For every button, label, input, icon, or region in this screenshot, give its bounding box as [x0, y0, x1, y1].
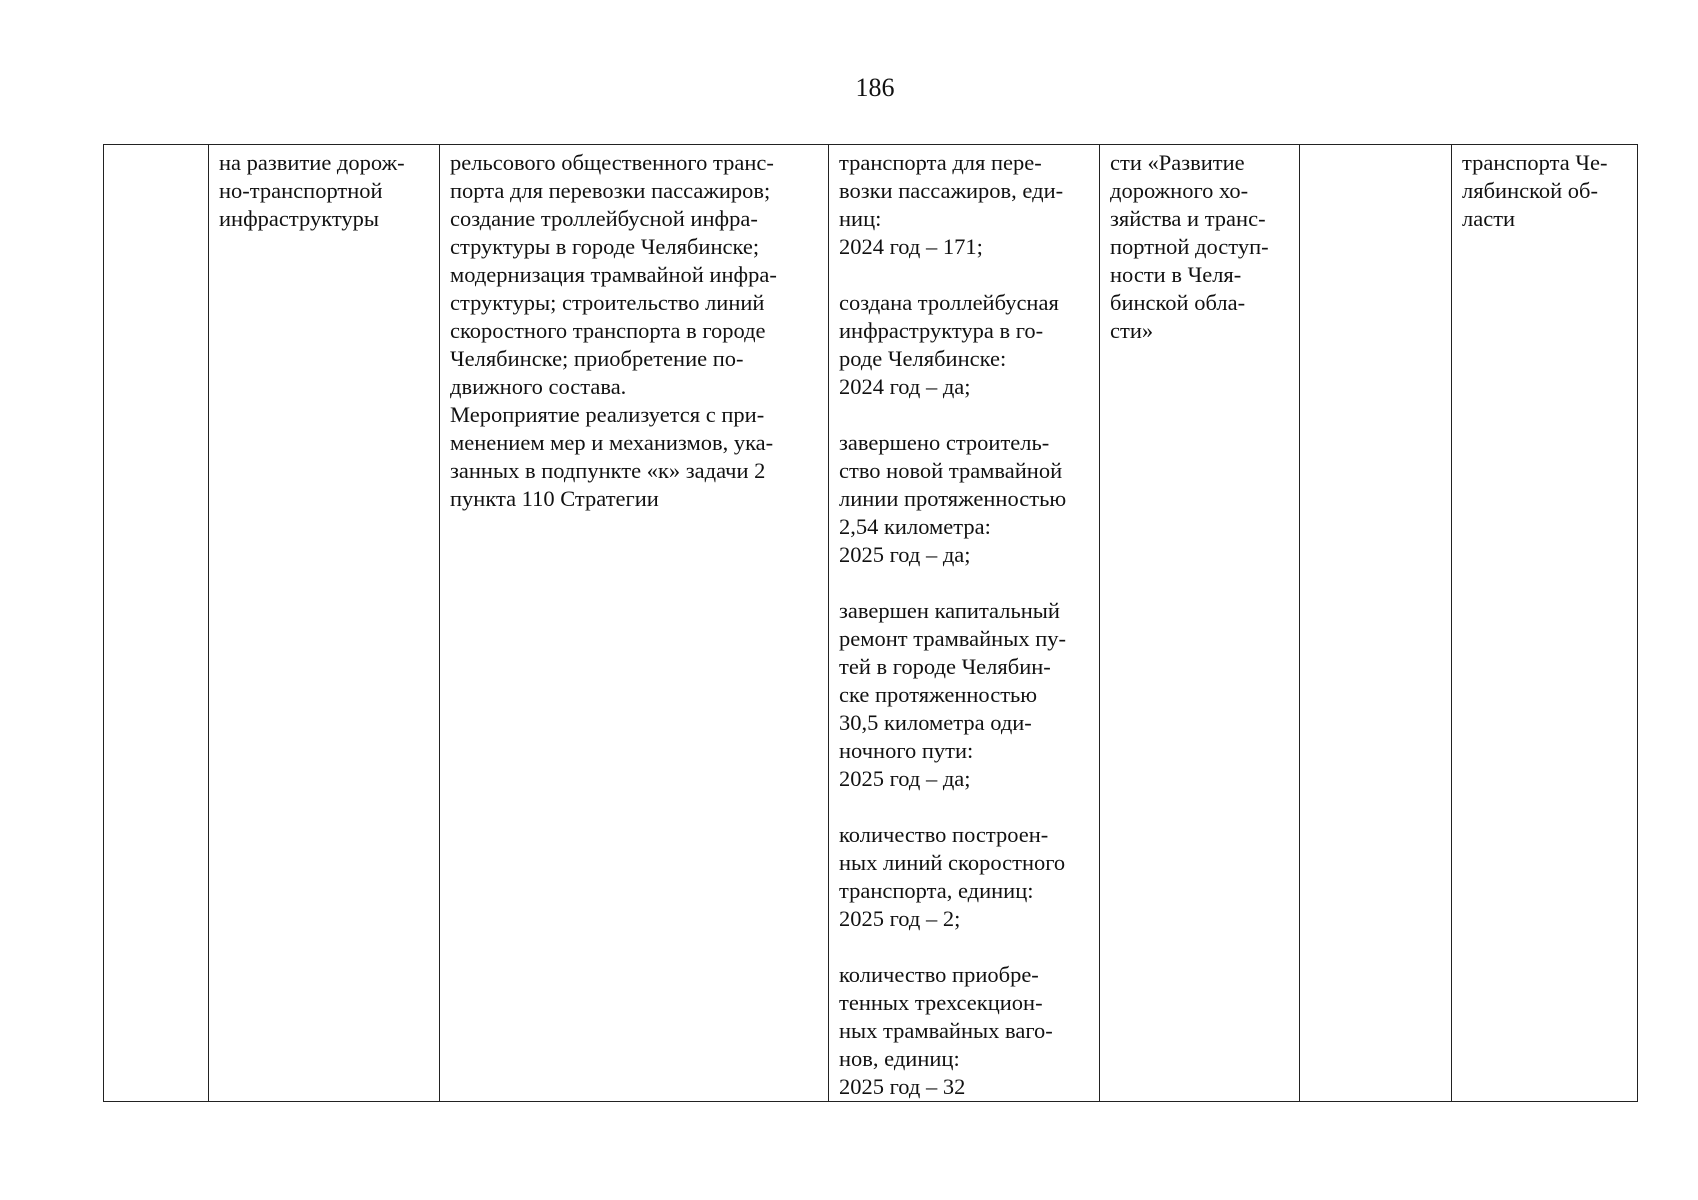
table-cell-name: [209, 145, 440, 1102]
table-cell-responsible: [1452, 145, 1638, 1102]
cell-text: транспорта Че- лябинской об- ласти: [1462, 150, 1608, 231]
document-table: [103, 144, 1638, 1102]
cell-text: сти «Развитие дорожного хо- зяйства и транс- портной доступ- ности в Челя- бинской обла- сти»: [1110, 150, 1269, 343]
cell-text: на развитие дорож- но-транспортной инфраструктуры: [219, 150, 405, 231]
table-cell-empty: [1300, 145, 1452, 1102]
cell-text: транспорта для пере- возки пассажиров, еди- ниц: 2024 год – 171; создана троллейбусная инфраструктура в го- роде Челябинске: 2024 год – да; завершено строитель- ство новой трамвайной линии протяженностью 2,54 километра: 2025 год – да; завершен капитальный ремонт трамвайных пу- тей в городе Челябин- ске протяженностью 30,5 километра оди- ночного пути: 2025 год – да; количество построен- ных линий скоростного транспорта, единиц: 2025 год – 2; количество приобре- тенных трехсекцион- ных трамвайных ваго- нов, единиц: 2025 год – 32: [839, 150, 1067, 1099]
table-cell-description: [440, 145, 829, 1102]
table-cell-indicators: [829, 145, 1100, 1102]
page-number: 186: [855, 73, 895, 102]
cell-text: рельсового общественного транс- порта для перевозки пассажиров; создание троллейбусной инфра- структуры в городе Челябинске; модернизация трамвайной инфра- структуры; строительство линий скоростного транспорта в городе Челябинске; приобретение по- движного состава. Мероприятие реализуется с при- менением мер и механизмов, ука- занных в подпункте «к» задачи 2 пункта 110 Стратегии: [450, 150, 777, 511]
table-cell-program: [1100, 145, 1300, 1102]
table-cell-number: [104, 145, 209, 1102]
table-row: [104, 145, 1638, 1102]
